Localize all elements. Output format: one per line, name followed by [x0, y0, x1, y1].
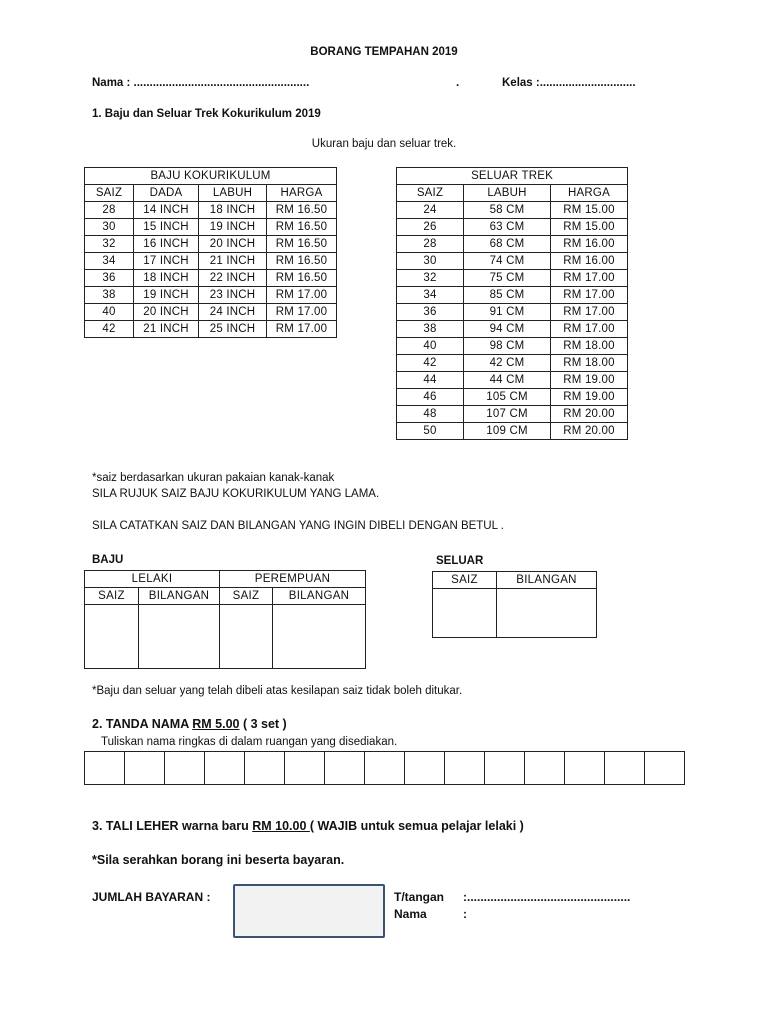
seluar-cell: RM 20.00 — [551, 406, 628, 423]
col-lelaki-bilangan: BILANGAN — [139, 588, 220, 605]
seluar-cell: 38 — [397, 321, 464, 338]
perempuan-saiz-input[interactable] — [220, 605, 273, 669]
baju-cell: 24 INCH — [199, 304, 267, 321]
section3-heading-suffix: ( WAJIB untuk semua pelajar lelaki ) — [309, 819, 524, 833]
seluar-cell: 63 CM — [464, 219, 551, 236]
baju-cell: 34 — [85, 253, 134, 270]
section2-instruction: Tuliskan nama ringkas di dalam ruangan yang disediakan. — [101, 736, 398, 748]
seluar-row — [397, 423, 628, 440]
baju-row — [85, 287, 337, 304]
name-tag-letter-box[interactable] — [245, 752, 285, 784]
seluar-order-table — [432, 571, 597, 638]
baju-col-harga: HARGA — [267, 185, 337, 202]
seluar-cell: RM 19.00 — [551, 372, 628, 389]
baju-cell: RM 16.50 — [267, 236, 337, 253]
seluar-bilangan-input[interactable] — [497, 589, 597, 638]
name-label: Nama — [394, 907, 427, 921]
seluar-row — [397, 253, 628, 270]
seluar-cell: 50 — [397, 423, 464, 440]
seluar-cell: 58 CM — [464, 202, 551, 219]
baju-size-table — [84, 167, 337, 338]
seluar-row — [397, 321, 628, 338]
baju-cell: 30 — [85, 219, 134, 236]
seluar-row — [397, 202, 628, 219]
seluar-cell: 48 — [397, 406, 464, 423]
baju-cell: 36 — [85, 270, 134, 287]
seluar-cell: RM 18.00 — [551, 338, 628, 355]
lelaki-saiz-input[interactable] — [85, 605, 139, 669]
seluar-col-saiz: SAIZ — [397, 185, 464, 202]
seluar-row — [397, 406, 628, 423]
seluar-cell: RM 19.00 — [551, 389, 628, 406]
seluar-cell: 32 — [397, 270, 464, 287]
section3-heading — [92, 819, 524, 833]
baju-table-title: BAJU KOKURIKULUM — [85, 168, 337, 185]
seluar-cell: RM 17.00 — [551, 304, 628, 321]
seluar-row — [397, 338, 628, 355]
col-perempuan-saiz: SAIZ — [220, 588, 273, 605]
seluar-cell: 42 CM — [464, 355, 551, 372]
note-no-exchange: *Baju dan seluar yang telah dibeli atas kesilapan saiz tidak boleh ditukar. — [92, 685, 463, 697]
section2-price: RM 5.00 — [192, 717, 240, 731]
seluar-cell: 105 CM — [464, 389, 551, 406]
seluar-cell: 30 — [397, 253, 464, 270]
seluar-size-table — [396, 167, 628, 440]
seluar-cell: 40 — [397, 338, 464, 355]
baju-cell: 17 INCH — [134, 253, 199, 270]
seluar-row — [397, 219, 628, 236]
seluar-cell: 36 — [397, 304, 464, 321]
seluar-cell: RM 15.00 — [551, 219, 628, 236]
baju-col-dada: DADA — [134, 185, 199, 202]
baju-row — [85, 219, 337, 236]
group-perempuan: PEREMPUAN — [220, 571, 366, 588]
baju-order-label: BAJU — [92, 554, 124, 566]
group-lelaki: LELAKI — [85, 571, 220, 588]
baju-cell: 19 INCH — [199, 219, 267, 236]
baju-cell: 22 INCH — [199, 270, 267, 287]
seluar-cell: 26 — [397, 219, 464, 236]
seluar-cell: 75 CM — [464, 270, 551, 287]
baju-cell: 18 INCH — [134, 270, 199, 287]
name-tag-letter-box[interactable] — [205, 752, 245, 784]
baju-row — [85, 304, 337, 321]
name-tag-letter-box[interactable] — [165, 752, 205, 784]
baju-cell: 19 INCH — [134, 287, 199, 304]
name-tag-letter-box[interactable] — [365, 752, 405, 784]
baju-cell: 40 — [85, 304, 134, 321]
submit-note: *Sila serahkan borang ini beserta bayaran. — [92, 853, 345, 867]
note-size-basis: *saiz berdasarkan ukuran pakaian kanak-kanak — [92, 472, 335, 484]
baju-cell: 28 — [85, 202, 134, 219]
baju-row — [85, 236, 337, 253]
note-record-correctly: SILA CATATKAN SAIZ DAN BILANGAN YANG INGIN DIBELI DENGAN BETUL . — [92, 520, 504, 532]
perempuan-bilangan-input[interactable] — [273, 605, 366, 669]
signature-label: T/tangan — [394, 890, 444, 904]
name-tag-letter-box[interactable] — [325, 752, 365, 784]
baju-order-table — [84, 570, 366, 669]
name-tag-letter-box[interactable] — [445, 752, 485, 784]
name-tag-letter-box[interactable] — [565, 752, 605, 784]
seluar-saiz-input[interactable] — [433, 589, 497, 638]
seluar-cell: 42 — [397, 355, 464, 372]
header-separator: . — [456, 77, 460, 89]
name-tag-letter-box[interactable] — [645, 752, 685, 784]
lelaki-bilangan-input[interactable] — [139, 605, 220, 669]
kelas-field[interactable]: Kelas :.............................. — [502, 77, 636, 89]
col-seluar-bilangan: BILANGAN — [497, 572, 597, 589]
seluar-cell: 98 CM — [464, 338, 551, 355]
page-title: BORANG TEMPAHAN 2019 — [310, 46, 458, 58]
seluar-cell: RM 16.00 — [551, 253, 628, 270]
section2-heading-suffix: ( 3 set ) — [239, 717, 287, 731]
baju-cell: 21 INCH — [199, 253, 267, 270]
baju-row — [85, 270, 337, 287]
total-payment-box[interactable] — [233, 884, 385, 938]
baju-cell: 38 — [85, 287, 134, 304]
seluar-cell: 74 CM — [464, 253, 551, 270]
seluar-col-harga: HARGA — [551, 185, 628, 202]
baju-cell: 25 INCH — [199, 321, 267, 338]
name-tag-letter-box[interactable] — [525, 752, 565, 784]
col-seluar-saiz: SAIZ — [433, 572, 497, 589]
baju-col-labuh: LABUH — [199, 185, 267, 202]
name-tag-letter-box[interactable] — [405, 752, 445, 784]
seluar-cell: RM 15.00 — [551, 202, 628, 219]
seluar-cell: RM 16.00 — [551, 236, 628, 253]
section3-price: RM 10.00 — [252, 819, 310, 833]
name-tag-letter-box[interactable] — [605, 752, 645, 784]
baju-row — [85, 253, 337, 270]
baju-cell: 15 INCH — [134, 219, 199, 236]
baju-cell: RM 16.50 — [267, 219, 337, 236]
seluar-cell: 109 CM — [464, 423, 551, 440]
baju-cell: 18 INCH — [199, 202, 267, 219]
signature-field[interactable]: :................................................. — [463, 890, 631, 904]
seluar-cell: 107 CM — [464, 406, 551, 423]
seluar-row — [397, 355, 628, 372]
baju-cell: 23 INCH — [199, 287, 267, 304]
seluar-cell: 24 — [397, 202, 464, 219]
seluar-row — [397, 287, 628, 304]
seluar-cell: RM 17.00 — [551, 321, 628, 338]
baju-cell: RM 16.50 — [267, 270, 337, 287]
baju-col-saiz: SAIZ — [85, 185, 134, 202]
seluar-cell: RM 18.00 — [551, 355, 628, 372]
baju-cell: 21 INCH — [134, 321, 199, 338]
seluar-cell: RM 17.00 — [551, 270, 628, 287]
section2-heading-prefix: 2. TANDA NAMA — [92, 717, 193, 731]
baju-cell: RM 17.00 — [267, 321, 337, 338]
note-refer-old-size: SILA RUJUK SAIZ BAJU KOKURIKULUM YANG LAMA. — [92, 488, 380, 500]
seluar-row — [397, 270, 628, 287]
baju-cell: RM 17.00 — [267, 304, 337, 321]
baju-cell: 20 INCH — [134, 304, 199, 321]
nama-field[interactable]: Nama : ....................................................... — [92, 77, 310, 89]
col-perempuan-bilangan: BILANGAN — [273, 588, 366, 605]
seluar-cell: RM 20.00 — [551, 423, 628, 440]
seluar-cell: 94 CM — [464, 321, 551, 338]
baju-cell: RM 16.50 — [267, 202, 337, 219]
section3-heading-prefix: 3. TALI LEHER warna baru — [92, 819, 253, 833]
seluar-cell: RM 17.00 — [551, 287, 628, 304]
seluar-order-label: SELUAR — [436, 555, 484, 567]
section1-heading: 1. Baju dan Seluar Trek Kokurikulum 2019 — [92, 108, 321, 120]
baju-cell: RM 17.00 — [267, 287, 337, 304]
total-payment-label: JUMLAH BAYARAN : — [92, 890, 211, 904]
seluar-cell: 28 — [397, 236, 464, 253]
baju-cell: 14 INCH — [134, 202, 199, 219]
seluar-cell: 85 CM — [464, 287, 551, 304]
seluar-col-labuh: LABUH — [464, 185, 551, 202]
section1-subheading: Ukuran baju dan seluar trek. — [311, 138, 457, 150]
section2-heading — [92, 717, 287, 731]
seluar-cell: 44 CM — [464, 372, 551, 389]
seluar-row — [397, 304, 628, 321]
seluar-row — [397, 372, 628, 389]
seluar-table-title: SELUAR TREK — [397, 168, 628, 185]
name-tag-letter-box[interactable] — [85, 752, 125, 784]
name-tag-letter-box[interactable] — [285, 752, 325, 784]
seluar-cell: 34 — [397, 287, 464, 304]
baju-row — [85, 202, 337, 219]
seluar-cell: 91 CM — [464, 304, 551, 321]
baju-cell: 16 INCH — [134, 236, 199, 253]
seluar-cell: 46 — [397, 389, 464, 406]
seluar-row — [397, 389, 628, 406]
name-tag-letter-box[interactable] — [125, 752, 165, 784]
seluar-cell: 44 — [397, 372, 464, 389]
seluar-cell: 68 CM — [464, 236, 551, 253]
baju-cell: 32 — [85, 236, 134, 253]
baju-cell: RM 16.50 — [267, 253, 337, 270]
seluar-row — [397, 236, 628, 253]
name-tag-letter-box[interactable] — [485, 752, 525, 784]
baju-cell: 42 — [85, 321, 134, 338]
col-lelaki-saiz: SAIZ — [85, 588, 139, 605]
baju-cell: 20 INCH — [199, 236, 267, 253]
name-tag-boxes — [84, 751, 685, 785]
name-field[interactable]: : — [463, 907, 467, 921]
baju-row — [85, 321, 337, 338]
